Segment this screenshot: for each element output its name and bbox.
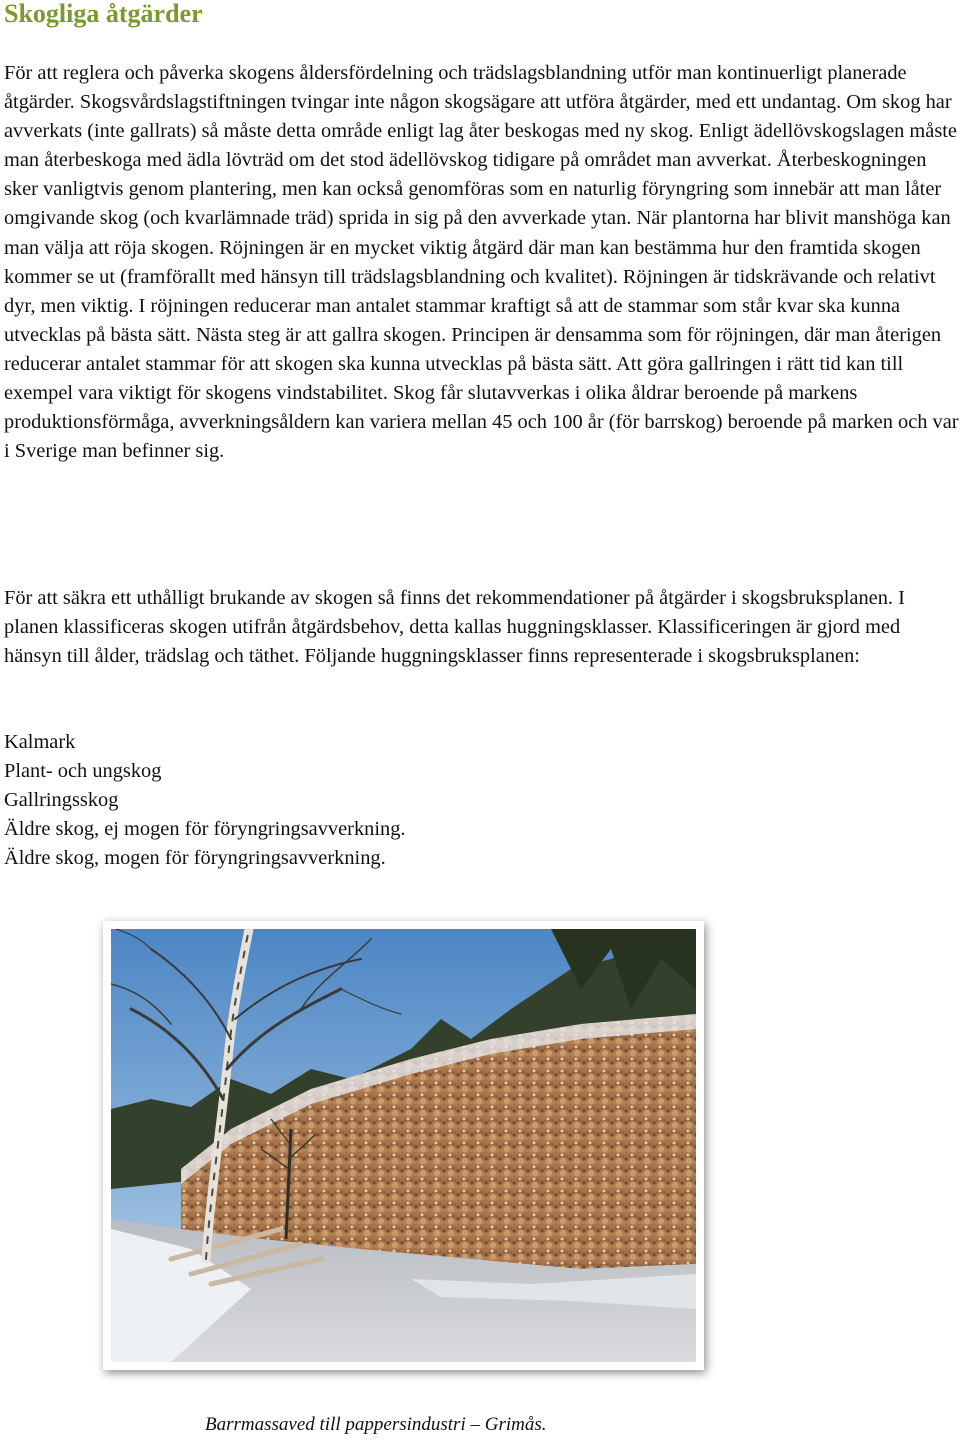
body-paragraph-1: För att reglera och påverka skogens åldersfördelning och trädslagsblandning utför man kontinuerligt planerade åtgärder. Skogsvårdslagstiftningen tvingar inte någon skogsägare att utföra åtgärder, med ett undantag. Om skog har avverkats (inte gallrats) så måste detta område enligt lag åter beskogas med ny skog. Enligt ädellövskogslagen måste man återbeskoga med ädla lövträd om det stod ädellövskog tidigare på området man avverkat. Återbeskogningen sker vanligtvis genom plantering, men kan också genomföras som en naturlig föryngring som innebär att man låter omgivande skog (och kvarlämnade träd) sprida in sig på den avverkade ytan. När plantorna har blivit manshöga kan man välja att röja skogen. Röjningen är en mycket viktig åtgärd där man kan bestämma hur den framtida skogen kommer se ut (framförallt med hänsyn till trädslagsblandning och kvalitet). Röjningen är tidskrävande och relativt dyr, men viktig. I röjningen reducerar man antalet stammar kraftigt så att de stammar som står kvar ska kunna utvecklas på bästa sätt. Nästa steg är att gallra skogen. Principen är densamma som för röjningen, där man återigen reducerar antalet stammar för att skogen ska kunna utvecklas på bästa sätt. Att göra gallringen i rätt tid kan till exempel vara viktigt för skogens vindstabilitet. Skog får slutavverkas i olika åldrar beroende på markens produktionsförmåga, avverkningsåldern kan variera mellan 45 och 100 år (för barrskog) beroende på marken och var i Sverige man befinner sig.: [4, 62, 959, 463]
list-item: Gallringsskog: [4, 789, 119, 812]
photo-caption: Barrmassaved till pappersindustri – Grimås.: [205, 1414, 547, 1435]
list-item: Äldre skog, mogen för föryngringsavverkning.: [4, 847, 386, 870]
huggningsklasser-list: [4, 728, 406, 873]
list-item: Kalmark: [4, 731, 76, 753]
list-item: Plant- och ungskog: [4, 760, 162, 783]
body-paragraph-2: För att säkra ett uthålligt brukande av skogen så finns det rekommendationer på åtgärder i skogsbruksplanen. I planen klassificeras skogen utifrån åtgärdsbehov, detta kallas huggningsklasser. Klassificeringen är gjord med hänsyn till ålder, trädslag och täthet. Följande huggningsklasser finns representerade i skogsbruksplanen:: [4, 587, 905, 668]
list-item: Äldre skog, ej mogen för föryngringsavverkning.: [4, 818, 406, 841]
page-heading: Skogliga åtgärder: [4, 0, 203, 28]
timber-pile-illustration: [111, 929, 696, 1362]
timber-pile-photo: [103, 921, 704, 1370]
